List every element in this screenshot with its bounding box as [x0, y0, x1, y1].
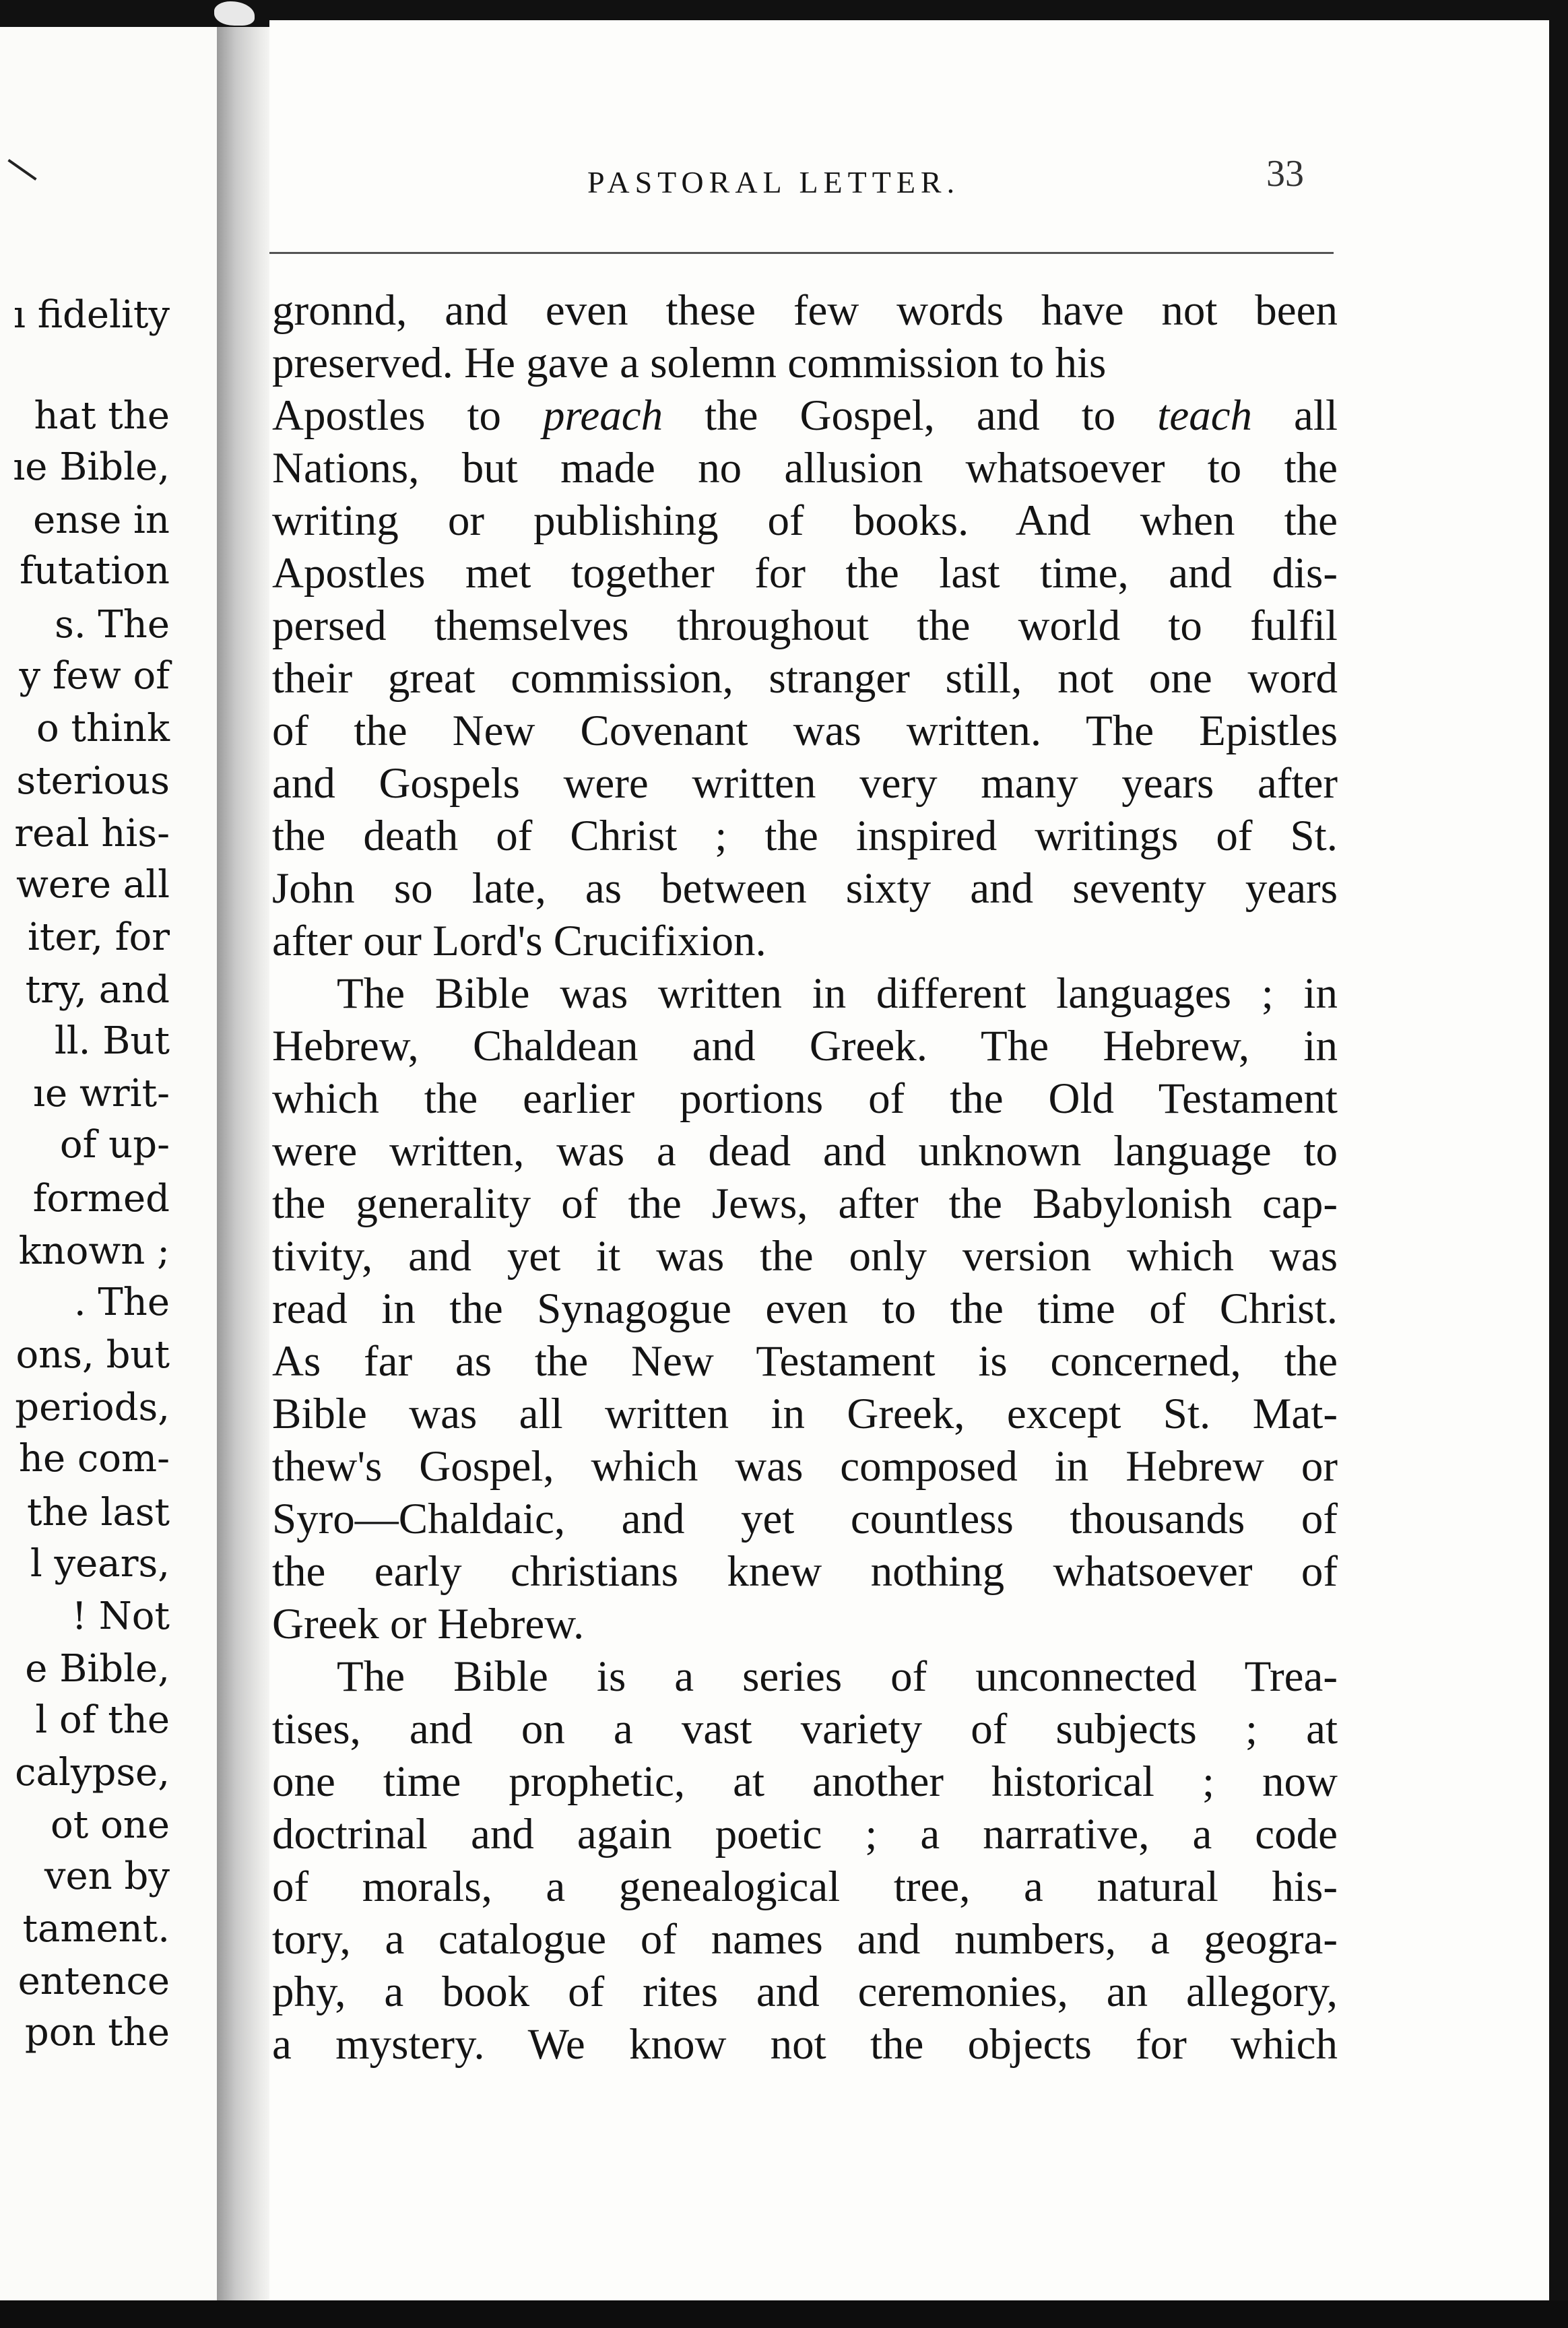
left-page-line: sterious	[16, 759, 170, 803]
running-title: PASTORAL LETTER.	[587, 165, 960, 199]
paper-tear	[214, 1, 255, 26]
left-page-line: entence	[18, 1960, 170, 2003]
left-page-line: were all	[16, 863, 170, 907]
left-page-line: the last	[26, 1491, 170, 1534]
text-line: John so late, as between sixty and seventy years	[272, 864, 1338, 913]
body-text	[272, 284, 1338, 2071]
text-run: Apostles to	[272, 391, 544, 440]
text-line: of morals, a genealogical tree, a natural his-	[272, 1863, 1338, 1911]
left-page-line: hat the	[34, 394, 170, 438]
left-page-line: ıe writ-	[33, 1072, 170, 1116]
text-run: the Gospel, and to	[663, 391, 1158, 440]
text-line: the early christians knew nothing whatsoever of	[272, 1547, 1338, 1596]
left-page-line: real his-	[14, 812, 170, 855]
text-line: a mystery. We know not the objects for which	[272, 2020, 1338, 2069]
text-line: persed themselves throughout the world to fulfil	[272, 602, 1338, 650]
left-page-line: o think	[36, 707, 170, 750]
left-page-line: l years,	[30, 1542, 170, 1586]
left-page-line: known ;	[18, 1229, 170, 1273]
text-line	[272, 389, 1338, 442]
left-page-line: ıe Bible,	[13, 445, 170, 489]
left-page-line: he com-	[18, 1437, 170, 1481]
text-line: tises, and on a vast variety of subjects ; at	[272, 1705, 1338, 1753]
text-line: which the earlier portions of the Old Testament	[272, 1074, 1338, 1123]
text-line: writing or publishing of books. And when the	[272, 496, 1338, 545]
scan-bottom-edge	[0, 2300, 1568, 2328]
text-line: As far as the New Testament is concerned, the	[272, 1337, 1338, 1386]
left-page-line: y few of	[19, 654, 170, 698]
text-line: tory, a catalogue of names and numbers, a geogra-	[272, 1915, 1338, 1964]
left-page-line: ot one	[51, 1803, 170, 1847]
left-page-line: ense in	[33, 498, 170, 542]
text-line: thew's Gospel, which was composed in Hebrew or	[272, 1442, 1338, 1491]
left-page-line: futation	[20, 549, 170, 593]
text-line: gronnd, and even these few words have not been	[272, 286, 1338, 335]
left-page-line: s. The	[55, 603, 170, 647]
text-line: after our Lord's Crucifixion.	[272, 917, 766, 965]
left-page-line: periods,	[15, 1386, 170, 1429]
left-page-line: ven by	[44, 1854, 170, 1898]
italic-word: teach	[1157, 391, 1253, 440]
text-line: Syro—Chaldaic, and yet countless thousands of	[272, 1495, 1338, 1543]
text-line: the death of Christ ; the inspired writings of St.	[272, 812, 1338, 860]
text-line: doctrinal and again poetic ; a narrative, a code	[272, 1810, 1338, 1858]
text-line: tivity, and yet it was the only version which was	[272, 1232, 1338, 1281]
header-rule	[269, 252, 1334, 254]
left-page-line: iter, for	[28, 915, 170, 959]
right-page	[269, 20, 1549, 2300]
left-page-line: ons, but	[15, 1333, 170, 1377]
text-line: one time prophetic, at another historical ; now	[272, 1757, 1338, 1806]
left-page-line: . The	[73, 1281, 170, 1324]
text-line: read in the Synagogue even to the time of Christ.	[272, 1285, 1338, 1333]
left-page-line: tament.	[22, 1907, 170, 1951]
text-line: The Bible is a series of unconnected Trea-	[337, 1652, 1338, 1701]
left-page-line: e Bible,	[25, 1647, 170, 1691]
text-line: Hebrew, Chaldean and Greek. The Hebrew, in	[272, 1022, 1338, 1070]
text-line: of the New Covenant was written. The Epistles	[272, 707, 1338, 755]
text-line: phy, a book of rites and ceremonies, an allegory,	[272, 1968, 1338, 2016]
left-page-line: of up-	[59, 1123, 170, 1167]
text-run: all	[1252, 391, 1338, 440]
ink-mark	[7, 159, 36, 181]
text-line: were written, was a dead and unknown language to	[272, 1127, 1338, 1175]
left-page-line: ll. But	[54, 1019, 170, 1063]
page-number: 33	[1266, 153, 1304, 195]
text-line: the generality of the Jews, after the Babylonish cap-	[272, 1179, 1338, 1228]
text-line: and Gospels were written very many years after	[272, 759, 1338, 808]
text-line: Nations, but made no allusion whatsoever to the	[272, 444, 1338, 492]
left-facing-page	[0, 27, 218, 2314]
left-page-line: ı fidelity	[13, 293, 170, 337]
text-line: Apostles met together for the last time, and dis-	[272, 549, 1338, 597]
text-line: Greek or Hebrew.	[272, 1600, 585, 1648]
text-line: preserved. He gave a solemn commission to his	[272, 339, 1107, 387]
left-page-line: calypse,	[15, 1751, 170, 1795]
left-page-line: l of the	[35, 1698, 170, 1742]
left-page-line: try, and	[25, 968, 170, 1012]
left-page-line: formed	[32, 1177, 170, 1221]
left-page-line: pon the	[24, 2011, 170, 2055]
italic-word: preach	[543, 391, 663, 440]
text-line: Bible was all written in Greek, except St. Mat-	[272, 1390, 1338, 1438]
book-gutter	[217, 27, 269, 2314]
left-page-line: ! Not	[71, 1594, 170, 1638]
text-line: their great commission, stranger still, not one word	[272, 654, 1338, 703]
text-line: The Bible was written in different languages ; in	[337, 969, 1338, 1018]
